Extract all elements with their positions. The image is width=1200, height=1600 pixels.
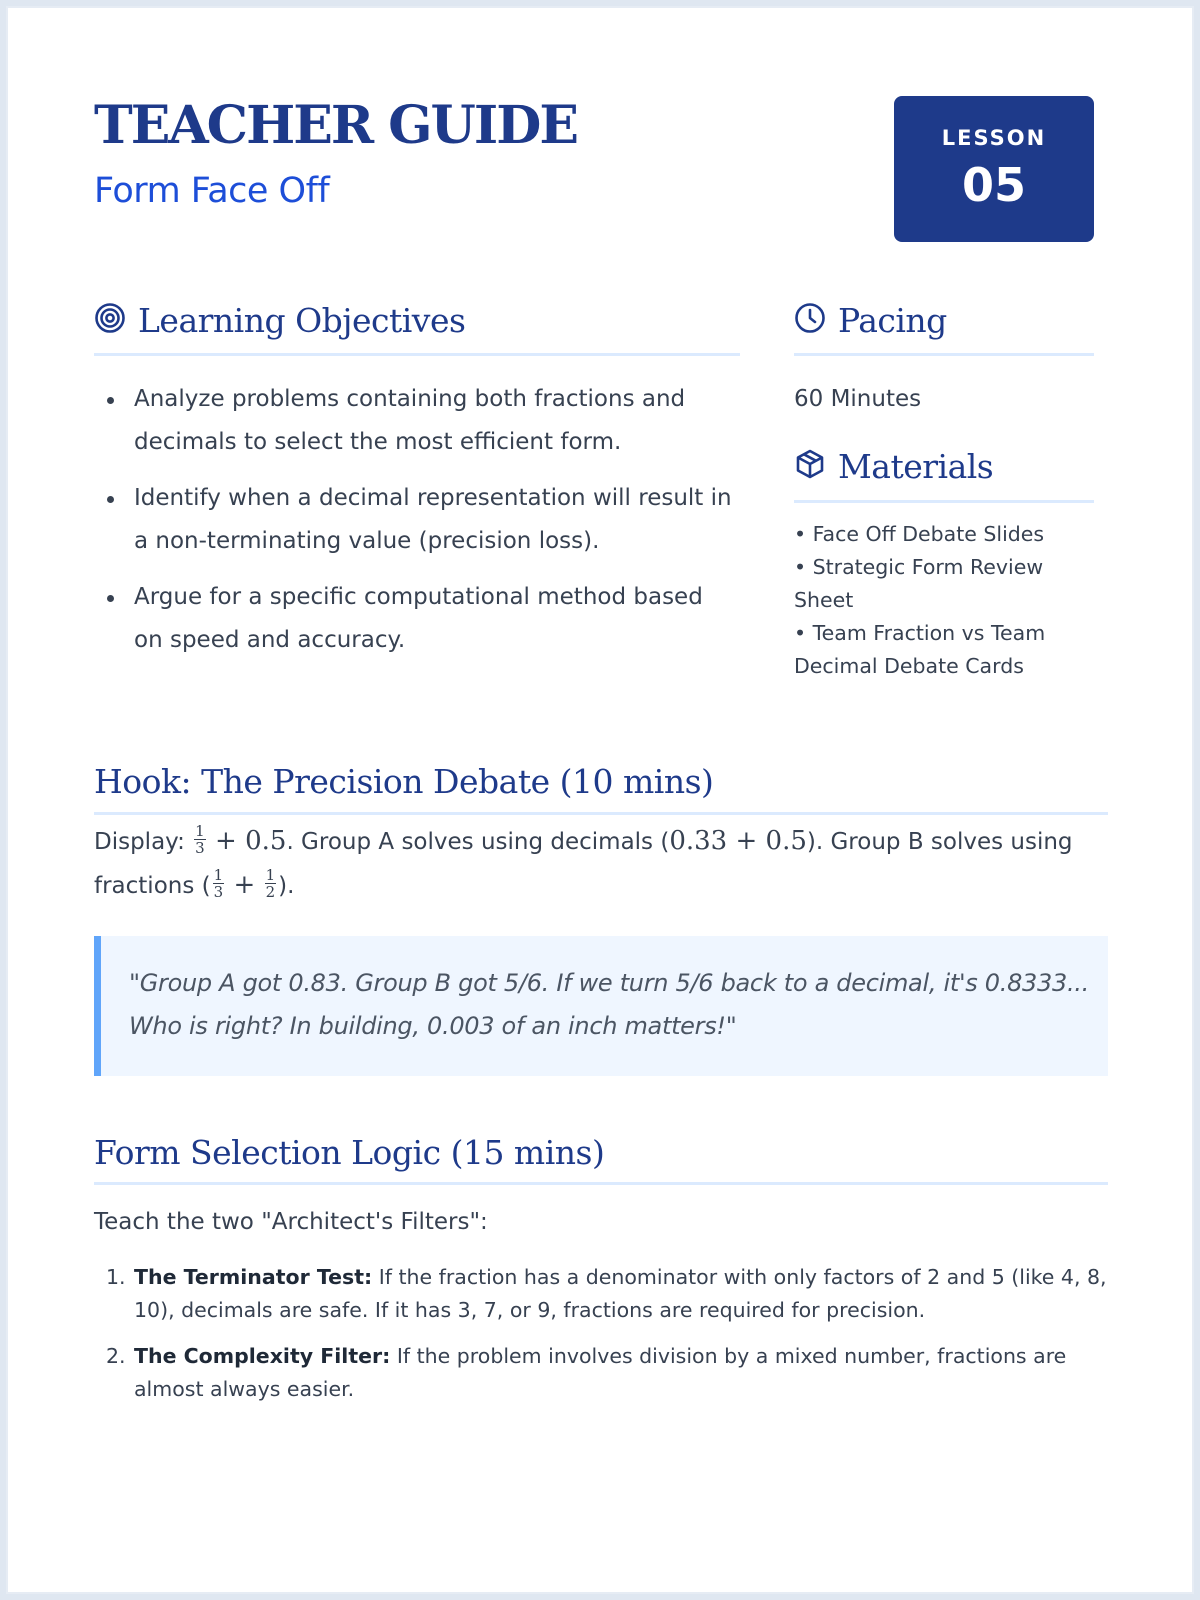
fraction-numerator: 1 — [195, 822, 205, 840]
logic-rule — [94, 1182, 1108, 1185]
hook-paragraph — [94, 820, 1108, 908]
logic-intro: Teach the two "Architect's Filters": — [94, 1209, 488, 1235]
hook-quote-block — [94, 936, 1108, 1076]
box-icon — [794, 448, 826, 485]
hook-quote: "Group A got 0.83. Group B got 5/6. If we turn 5/6 back to a decimal, it's 0.8333... Who is right? In building, 0.003 of an inch matters!" — [129, 969, 1089, 1040]
list-item: Identify when a decimal representation will result in a non-terminating value (precision loss). — [94, 477, 734, 563]
logic-list — [94, 1261, 1108, 1419]
list-item: • Face Off Debate Slides — [794, 522, 1045, 546]
objectives-list — [94, 378, 734, 675]
target-icon — [94, 302, 126, 339]
objectives-rule — [94, 353, 740, 356]
lesson-number: 05 — [961, 158, 1026, 212]
materials-heading-label: Materials — [838, 447, 994, 486]
list-item: Argue for a specific computational method based on speed and accuracy. — [94, 576, 734, 662]
pacing-value: 60 Minutes — [794, 386, 922, 412]
filter-title: The Complexity Filter: — [134, 1344, 391, 1368]
list-item: Analyze problems containing both fractions and decimals to select the most efficient form. — [94, 378, 734, 464]
list-item — [94, 1261, 1108, 1327]
math-plus: + — [233, 870, 256, 900]
objectives-heading — [94, 301, 466, 342]
fraction-numerator: 1 — [265, 866, 276, 884]
list-number: 2. — [106, 1344, 126, 1368]
fraction-numerator: 1 — [213, 866, 224, 884]
fraction-denominator: 2 — [265, 883, 276, 901]
pacing-heading — [794, 301, 947, 342]
materials-heading — [794, 447, 994, 488]
fraction-one-third — [194, 823, 206, 856]
objectives-heading-label: Learning Objectives — [138, 301, 466, 340]
fraction-denominator: 3 — [195, 839, 205, 857]
logic-heading: Form Selection Logic (15 mins) — [94, 1133, 605, 1172]
lesson-badge — [894, 96, 1094, 242]
materials-list — [794, 518, 1094, 683]
hook-text-part: . Group A solves using decimals ( — [286, 829, 670, 855]
guide-page — [6, 6, 1194, 1594]
filter-text: If the problem involves division by a mixed number, fractions are almost always easier. — [134, 1344, 1067, 1401]
list-item: • Strategic Form Review Sheet — [794, 555, 1044, 612]
lesson-label: LESSON — [941, 126, 1047, 150]
fraction-denominator: 3 — [213, 883, 224, 901]
clock-icon — [794, 302, 826, 339]
materials-rule — [794, 500, 1094, 503]
hook-text-part: ). — [278, 873, 295, 899]
fraction-one-half — [265, 867, 277, 900]
fraction-one-third — [213, 867, 225, 900]
page-subtitle: Form Face Off — [94, 171, 330, 211]
list-number: 1. — [106, 1265, 126, 1289]
hook-heading: Hook: The Precision Debate (10 mins) — [94, 762, 714, 801]
list-item — [94, 1340, 1108, 1406]
hook-display-label: Display: — [94, 829, 185, 855]
math-expression: + 0.5 — [215, 826, 287, 856]
pacing-rule — [794, 353, 1094, 356]
list-item: • Team Fraction vs Team Decimal Debate Cards — [794, 621, 1046, 678]
filter-text: If the fraction has a denominator with only factors of 2 and 5 (like 4, 8, 10), decimals are safe. If it has 3, 7, or 9, fractions are required for precision. — [134, 1265, 1107, 1322]
filter-title: The Terminator Test: — [134, 1265, 373, 1289]
pacing-heading-label: Pacing — [838, 301, 947, 340]
hook-text-part: ). Group B solves using fractions ( — [94, 829, 1073, 899]
hook-rule — [94, 812, 1108, 815]
page-title: TEACHER GUIDE — [94, 95, 577, 156]
math-expression: 0.33 + 0.5 — [669, 826, 807, 856]
